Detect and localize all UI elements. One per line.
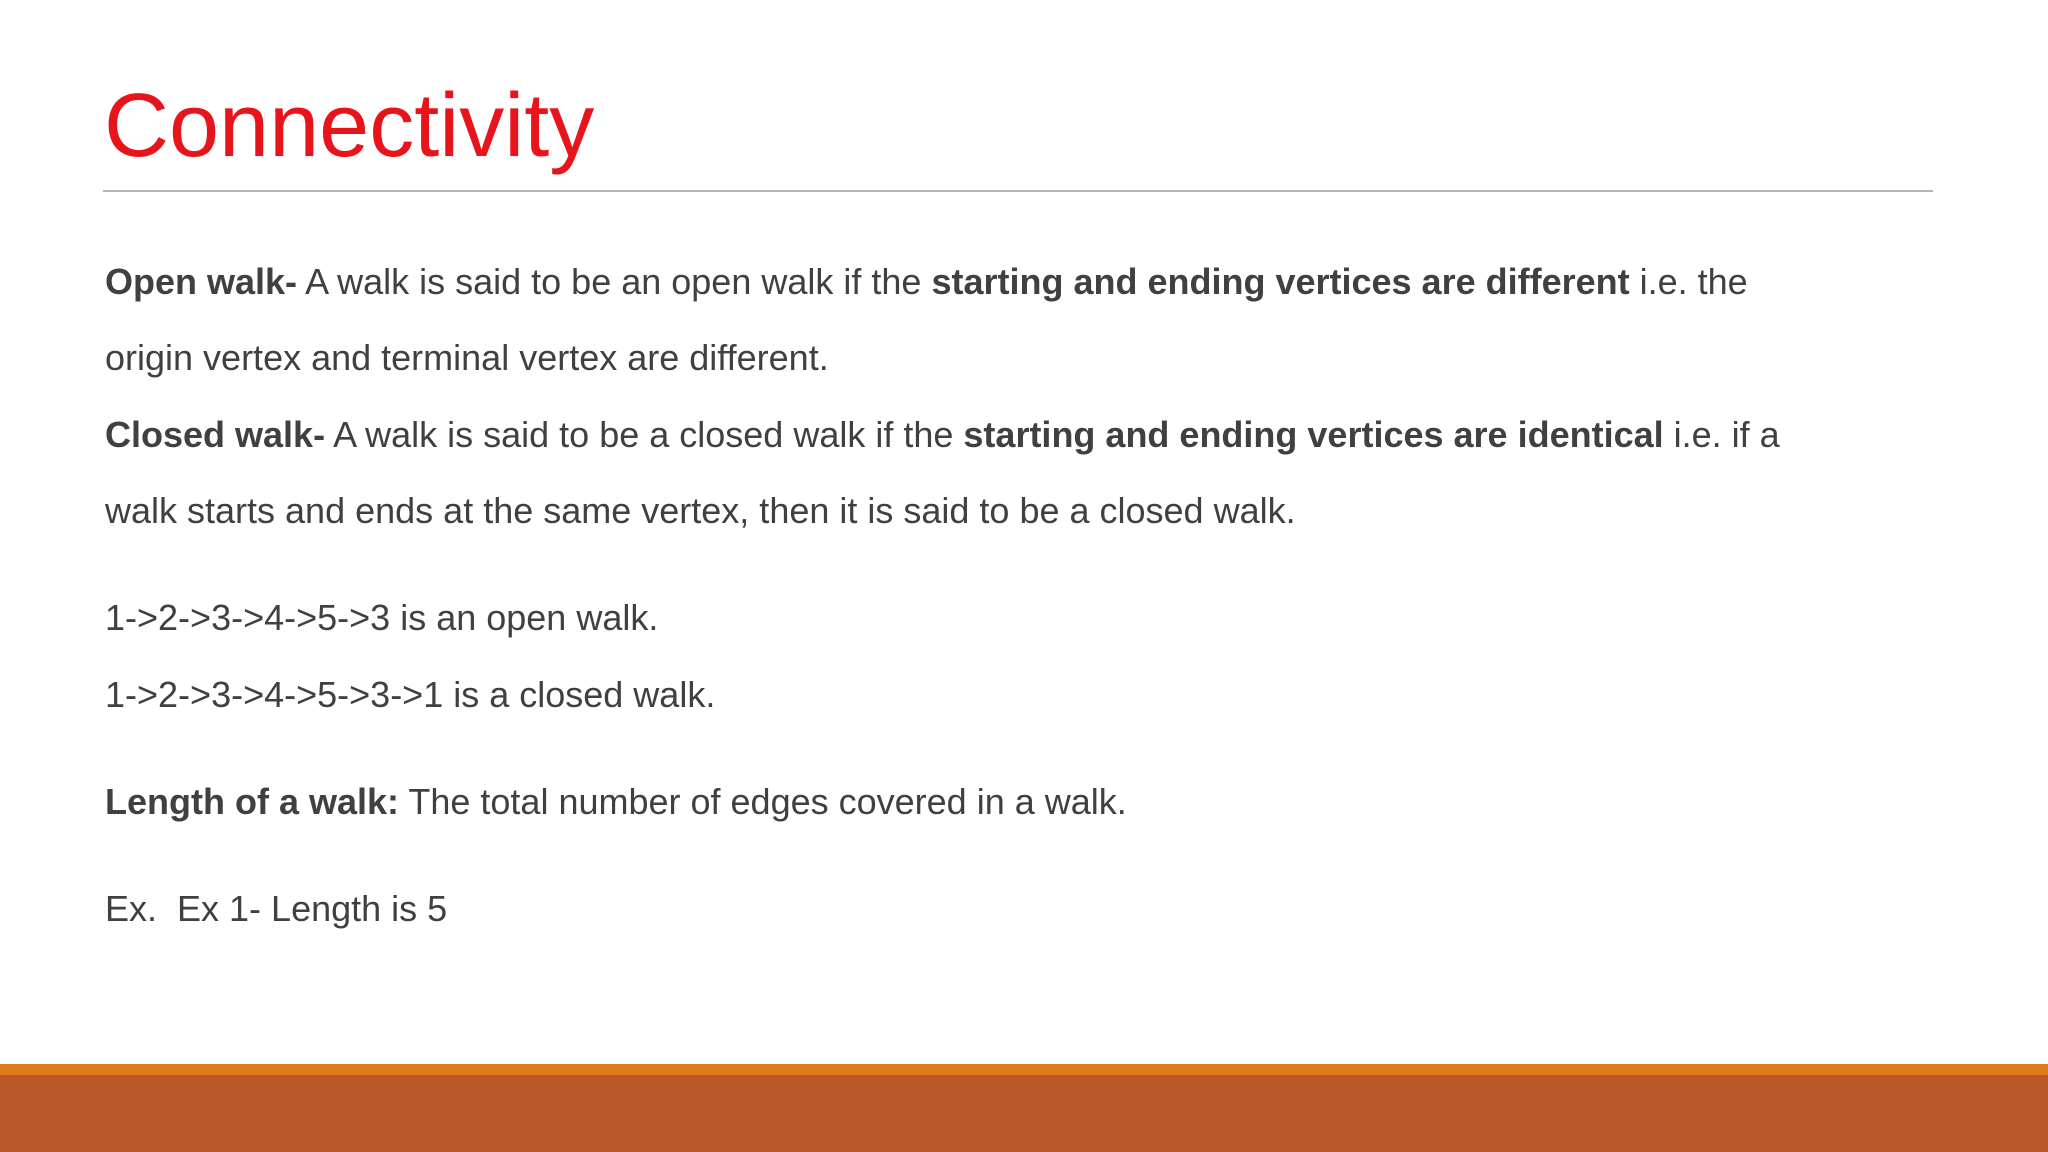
footer-band (0, 1075, 2048, 1152)
closed-walk-line-2: walk starts and ends at the same vertex, then it is said to be a closed walk. (105, 490, 1296, 531)
open-walk-tail: i.e. the (1629, 261, 1748, 302)
closed-walk-tail: i.e. if a (1663, 414, 1780, 455)
open-walk-example: 1->2->3->4->5->3 is an open walk. (105, 597, 659, 638)
closed-walk-example: 1->2->3->4->5->3->1 is a closed walk. (105, 674, 716, 715)
walk-length-text: The total number of edges covered in a walk. (399, 781, 1127, 822)
open-walk-line-1 (105, 244, 1945, 320)
open-walk-term: Open walk- (105, 261, 298, 302)
closed-walk-term: Closed walk- (105, 414, 326, 455)
open-walk-emphasis: starting and ending vertices are different (931, 261, 1630, 302)
walk-length-term: Length of a walk: (105, 781, 400, 822)
closed-walk-emphasis: starting and ending vertices are identical (963, 414, 1664, 455)
slide-title: Connectivity (104, 76, 595, 176)
open-walk-definition (105, 244, 1945, 396)
open-walk-line-2: origin vertex and terminal vertex are different. (105, 337, 829, 378)
walk-length-definition (105, 780, 1945, 824)
length-example: Ex. Ex 1- Length is 5 (105, 888, 448, 929)
closed-walk-line-1 (105, 397, 1945, 473)
closed-walk-intro: A walk is said to be a closed walk if the (325, 414, 964, 455)
open-walk-intro: A walk is said to be an open walk if the (297, 261, 932, 302)
title-divider (103, 190, 1933, 192)
closed-walk-definition (105, 397, 1945, 549)
footer-accent-stripe (0, 1064, 2048, 1075)
